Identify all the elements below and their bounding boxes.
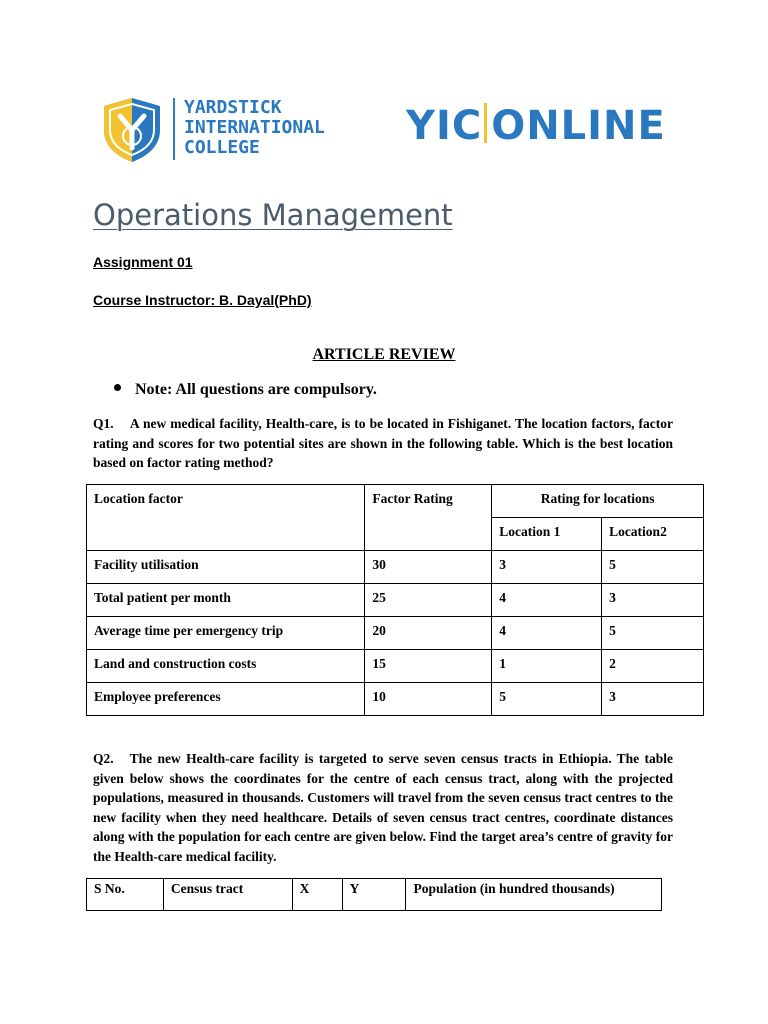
cell-location-2: 3 (602, 683, 704, 716)
college-name-line-1: YARDSTICK (184, 97, 282, 118)
cell-rating: 10 (365, 683, 492, 716)
cell-location-2: 5 (602, 617, 704, 650)
cell-factor: Land and construction costs (87, 650, 365, 683)
brand-divider (173, 98, 175, 160)
assignment-label: Assignment 01 (93, 254, 193, 270)
college-shield-logo (100, 96, 164, 164)
header-y: Y (342, 879, 406, 911)
question-1 (93, 414, 673, 473)
question-2-label: Q2. (93, 751, 114, 766)
header-census-tract: Census tract (163, 879, 292, 911)
cell-location-2: 5 (602, 551, 704, 584)
page-title: Operations Management (93, 198, 453, 232)
college-name-line-2: INTERNATIONAL (184, 117, 325, 138)
question-2 (93, 749, 673, 866)
header-s-no: S No. (87, 879, 164, 911)
question-2-text: The new Health-care facility is targeted to serve seven census tracts in Ethiopia. The table given below shows the coordinates for the centre of each census tract, along with the projected populations, measured in thousands. Customers will travel from the seven census tract centres to the new facility when they need healthcare. Details of seven census tract centres, coordinate distances along with the population for each centre are given below. Find the target area’s centre of gravity for the Health-care medical facility. (93, 751, 674, 864)
table-row (87, 551, 704, 584)
note (114, 381, 377, 399)
cell-location-1: 4 (492, 584, 602, 617)
cell-rating: 20 (365, 617, 492, 650)
online-text: ONLINE (491, 103, 666, 149)
yic-divider (484, 103, 487, 143)
cell-location-1: 1 (492, 650, 602, 683)
census-tract-table (86, 878, 662, 911)
section-title: ARTICLE REVIEW (312, 346, 456, 363)
cell-factor: Total patient per month (87, 584, 365, 617)
cell-rating: 15 (365, 650, 492, 683)
note-text: Note: All questions are compulsory. (135, 381, 377, 398)
cell-factor: Employee preferences (87, 683, 365, 716)
cell-location-2: 3 (602, 584, 704, 617)
college-name (184, 98, 325, 158)
cell-location-1: 3 (492, 551, 602, 584)
bullet-icon (114, 384, 121, 391)
table-row (87, 650, 704, 683)
header-factor-rating: Factor Rating (365, 485, 492, 551)
cell-factor: Average time per emergency trip (87, 617, 365, 650)
college-name-line-3: COLLEGE (184, 137, 260, 158)
question-1-label: Q1. (93, 416, 114, 431)
table-row (87, 617, 704, 650)
header-rating-for-locations: Rating for locations (492, 485, 704, 518)
header-location-factor: Location factor (87, 485, 365, 551)
location-factor-table (86, 484, 704, 716)
cell-location-1: 5 (492, 683, 602, 716)
yic-online-logo (406, 102, 666, 150)
header-location-1: Location 1 (492, 518, 602, 551)
question-1-text: A new medical facility, Health-care, is to be located in Fishiganet. The location factors, factor rating and scores for two potential sites are shown in the following table. Which is the best location based on factor rating method? (93, 416, 674, 470)
header (100, 96, 670, 166)
table-row (87, 683, 704, 716)
cell-location-2: 2 (602, 650, 704, 683)
table-row (87, 584, 704, 617)
header-x: X (292, 879, 342, 911)
yic-text: YIC (406, 103, 483, 149)
cell-rating: 30 (365, 551, 492, 584)
header-population: Population (in hundred thousands) (406, 879, 662, 911)
cell-rating: 25 (365, 584, 492, 617)
instructor-label: Course Instructor: B. Dayal(PhD) (93, 292, 312, 308)
cell-location-1: 4 (492, 617, 602, 650)
cell-factor: Facility utilisation (87, 551, 365, 584)
header-location-2: Location2 (602, 518, 704, 551)
